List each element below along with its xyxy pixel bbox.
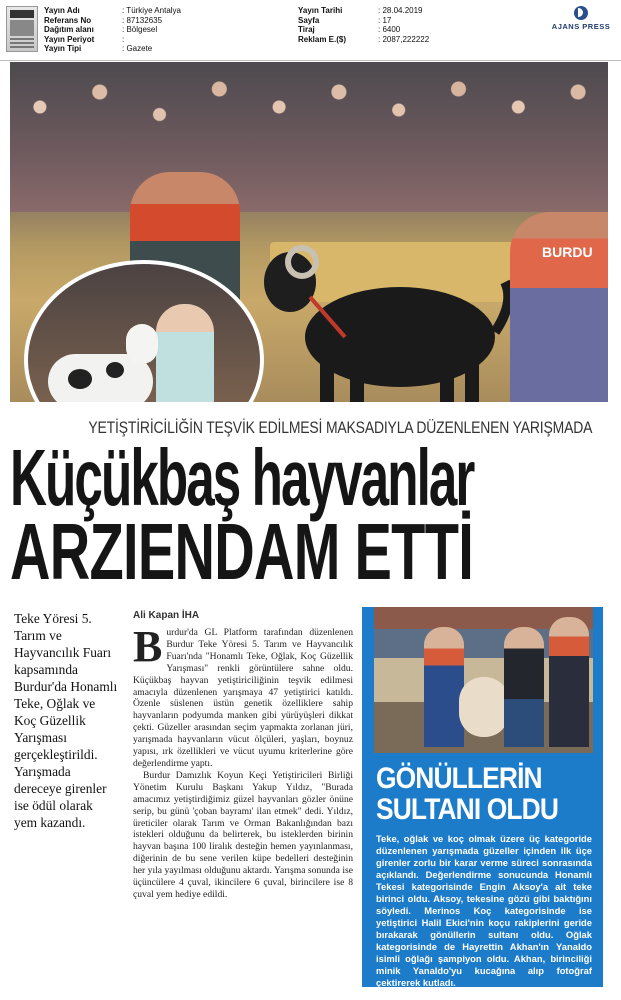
logo-icon bbox=[574, 6, 588, 20]
meta-row bbox=[298, 16, 429, 26]
person-figure bbox=[504, 627, 544, 747]
girl-figure bbox=[156, 304, 214, 402]
meta-row bbox=[298, 25, 429, 35]
main-photo bbox=[10, 62, 608, 402]
black-goat-figure bbox=[250, 242, 520, 402]
meta-row bbox=[298, 6, 429, 16]
person-figure bbox=[549, 617, 589, 747]
ram-figure bbox=[459, 677, 509, 737]
meta-row bbox=[44, 6, 181, 16]
crowd-background bbox=[10, 62, 608, 212]
headline-line-1: Küçükbaş hayvanlar bbox=[10, 433, 474, 522]
clipping-meta-left bbox=[44, 6, 181, 54]
body-paragraph: Burdur Damızlık Koyun Keçi Yetiştiricileri Birliği Yönetim Kurulu Başkanı Yakup Yıldız, "Burada amacımız yetiştirdiğimiz güzel hayvanları gözler önüne serip, bu günü 'çoban bayramı' ilan etmek" dedi. Yıldız, üreticiler olarak Tarım ve Orman Bakanlığından bazı istekleri olduğunu da belirterek, bu isteklerden birinin hayvan başına 100 liralık desteğin hemen yayınlanması, diğerinin de bu sene verilen küpe bedelleri desteğinin her yıla yayılması olduğunu aktardı. Yarışma sonunda ise üçüncülere 4 çuval, ikincilere 6 çuval, birincilere ise 8 çuval yem hediye edildi. bbox=[133, 769, 353, 900]
article-lede: Teke Yöresi 5. Tarım ve Hayvancılık Fuarı kapsamında Burdur'da Honamlı Teke, Oğlak ve Koç Güzellik Yarışması gerçekleştirildi. Yarışmada dereceye girenler ise ödül olarak yem kazandı. bbox=[14, 611, 118, 830]
meta-label: Dağıtım alanı bbox=[44, 25, 94, 35]
meta-value: : 2087,222222 bbox=[378, 34, 430, 44]
meta-value: : Gazete bbox=[122, 44, 153, 54]
article-body bbox=[133, 622, 353, 901]
meta-value: : 6400 bbox=[378, 25, 401, 35]
meta-row bbox=[44, 16, 181, 26]
sidebar-title bbox=[376, 763, 570, 825]
meta-row bbox=[298, 35, 429, 45]
clipping-meta-right bbox=[298, 6, 429, 44]
kicker-text: YETİŞTİRİCİLİĞİN TEŞVİK EDİLMESİ MAKSADIYLA DÜZENLENEN YARIŞMADA bbox=[88, 418, 593, 437]
ajans-press-logo bbox=[551, 6, 611, 31]
person-figure bbox=[424, 627, 464, 747]
lamb-figure bbox=[48, 354, 153, 402]
sidebar-title-line: SULTANI OLDU bbox=[376, 793, 559, 826]
logo-text: AJANS PRESS bbox=[551, 22, 611, 31]
meta-label: Yayın Adı bbox=[44, 6, 80, 15]
meta-label: Yayın Tipi bbox=[44, 44, 82, 54]
sidebar-title-line: GÖNÜLLERİN bbox=[376, 762, 542, 795]
meta-row bbox=[44, 35, 181, 45]
meta-label: Tiraj bbox=[298, 25, 315, 35]
meta-label: Yayın Tarihi bbox=[298, 6, 343, 15]
meta-label: Yayın Periyot bbox=[44, 34, 95, 44]
meta-row bbox=[44, 25, 181, 35]
clipping-header bbox=[0, 0, 621, 61]
sidebar-body: Teke, oğlak ve koç olmak üzere üç kategoride düzenlenen yarışmada güzeller içinden ilk üçe girenler zorlu bir karar verme süreci sonrasında açıklandı. Değerlendirme sonucunda Honamlı Tekesi kategorisinde Engin Aksoy'a ait teke birinci oldu. Aksoy, tekesine gözü gibi baktığını söyledi. Merinos Koç kategorisinde ise yetiştirici Halil Ekici'nin koçu rakiplerini geride bırakarak gönüllerin sultanı oldu. Oğlak kategorisinde de Hayrettin Akhan'ın Yanaldo isimli oğlağı şampiyon oldu. Akhan, birinciliği minik Yanaldo'yu kucağına alıp fotoğraf çektirerek kutladı. bbox=[376, 833, 592, 988]
sidebar-box bbox=[362, 607, 603, 987]
meta-value: : bbox=[122, 34, 125, 44]
meta-value: : 17 bbox=[378, 15, 392, 25]
banner-text: BURDU bbox=[542, 244, 593, 260]
burdur-banner-text bbox=[540, 237, 608, 267]
meta-value: : Bölgesel bbox=[122, 25, 158, 35]
meta-value: : 28.04.2019 bbox=[378, 6, 423, 15]
meta-label: Sayfa bbox=[298, 15, 320, 25]
article-byline: Ali Kapan İHA bbox=[133, 610, 200, 621]
headline-line-2: ARZIENDAM ETTİ bbox=[10, 507, 474, 596]
meta-label: Reklam E.($) bbox=[298, 34, 347, 44]
newspaper-thumbnail bbox=[6, 6, 38, 52]
drop-cap: B bbox=[133, 622, 163, 671]
meta-value: : Türkiye Antalya bbox=[122, 6, 181, 15]
body-paragraph bbox=[133, 622, 353, 770]
paragraph-text: urdur'da GL Platform tarafından düzenlenen Burdur Teke Yöresi 5. Tarım ve Hayvancılık Fuarı'nda "Honamlı Teke, Oğlak, Koç Güzellik Yarışması" renkli görüntülere sahne oldu. Küçükbaş hayvan yetiştiriciliğinin teşvik edilmesi amacıyla düzenlenen yarışmaya 47 yetiştirici katıldı. Özenle süslenen üstün genetik özelliklere sahip hayvanların podyumda manken gibi yürüyüşleri dikkat çekti. Güzeller arasından seçim yapmakta zorlanan jüri, yarışmada hayvanların vücut ölçüleri, yaşları, boynuz yapısı, ırk özellikleri ve vücut uyumu kriterlerine göre değerlendirme yaptı. bbox=[133, 627, 353, 769]
sidebar-photo bbox=[374, 607, 593, 753]
meta-label: Referans No bbox=[44, 15, 92, 25]
meta-row bbox=[44, 44, 181, 54]
meta-value: : 87132635 bbox=[122, 15, 163, 25]
